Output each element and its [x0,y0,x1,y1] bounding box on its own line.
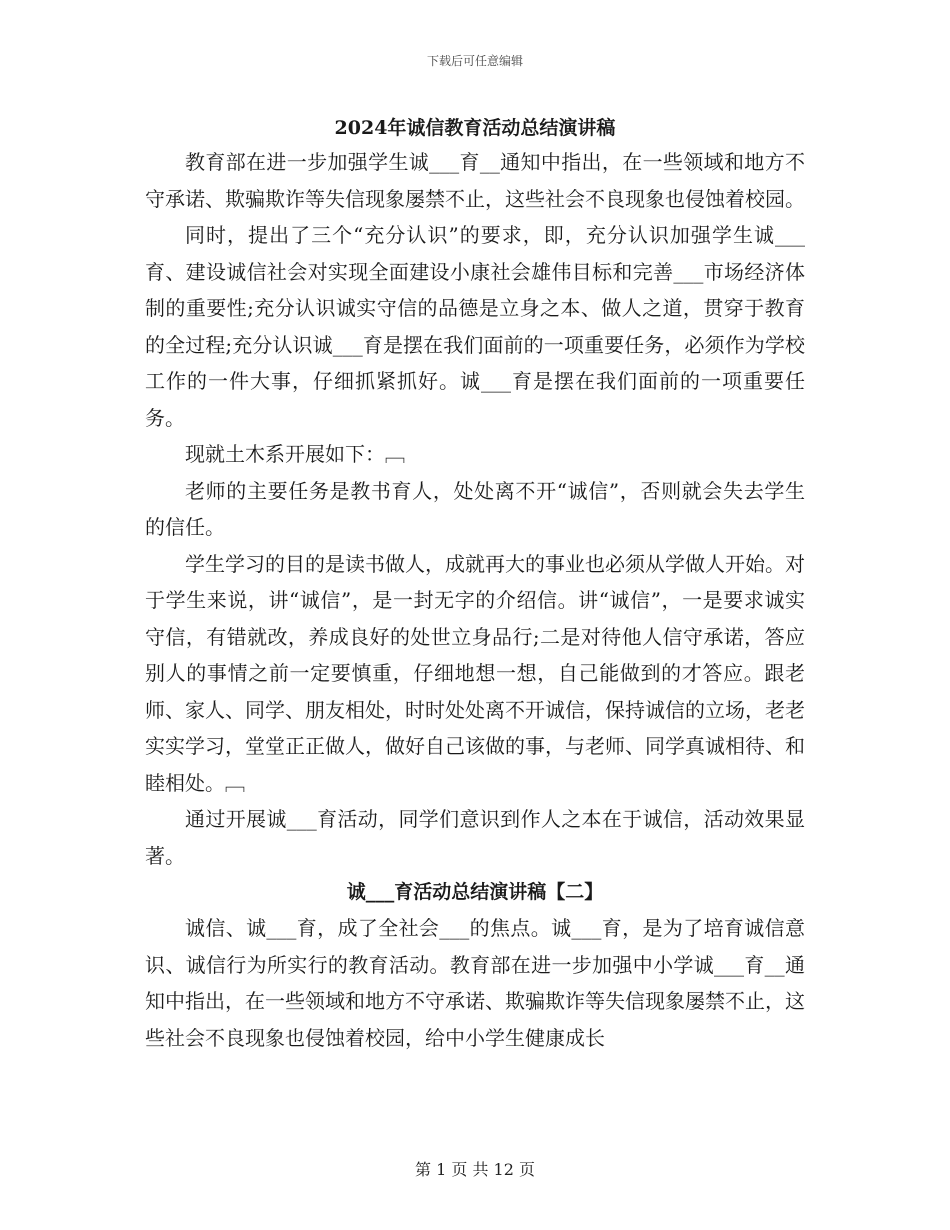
paragraph: 诚信、诚___育，成了全社会___的焦点。诚___育，是为了培育诚信意识、诚信行为所实行的教育活动。教育部在进一步加强中小学诚___育__通知中指出，在一些领域和地方不守承诺、欺骗欺诈等失信现象屡禁不止，这些社会不良现象也侵蚀着校园，给中小学生健康成长 [145,916,805,1050]
section-heading: 诚___育活动总结演讲稿【二】 [346,881,604,903]
document-body [145,112,805,1056]
header-note: 下载后可任意编辑 [426,54,523,68]
page-number: 第 1 页 共 12 页 [415,1160,535,1179]
paragraph: 同时，提出了三个“充分认识”的要求，即，充分认识加强学生诚___育、建设诚信社会对实现全面建设小康社会雄伟目标和完善___市场经济体制的重要性;充分认识诚实守信的品德是立身之本、做人之道，贯穿于教育的全过程;充分认识诚___育是摆在我们面前的一项重要任务，必须作为学校工作的一件大事，仔细抓紧抓好。诚___育是摆在我们面前的一项重要任务。 [145,223,805,430]
document-title: 2024年诚信教育活动总结演讲稿 [334,117,616,139]
paragraph: 教育部在进一步加强学生诚___育__通知中指出，在一些领域和地方不守承诺、欺骗欺诈等失信现象屡禁不止，这些社会不良现象也侵蚀着校园。 [145,150,805,211]
paragraph: 老师的主要任务是教书育人，处处离不开“诚信”，否则就会失去学生的信任。 [145,478,805,539]
paragraph: 现就土木系开展如下：﹇ [185,442,405,466]
paragraph: 通过开展诚___育活动，同学们意识到作人之本在于诚信，活动效果显著。 [145,807,805,868]
paragraph: 学生学习的目的是读书做人，成就再大的事业也必须从学做人开始。对于学生来说，讲“诚信”，是一封无字的介绍信。讲“诚信”，一是要求诚实守信，有错就改，养成良好的处世立身品行;二是对待他人信守承诺，答应别人的事情之前一定要慎重，仔细地想一想，自己能做到的才答应。跟老师、家人、同学、朋友相处，时时处处离不开诚信，保持诚信的立场，老老实实学习，堂堂正正做人，做好自己该做的事，与老师、同学真诚相待、和睦相处。﹇ [145,551,805,795]
